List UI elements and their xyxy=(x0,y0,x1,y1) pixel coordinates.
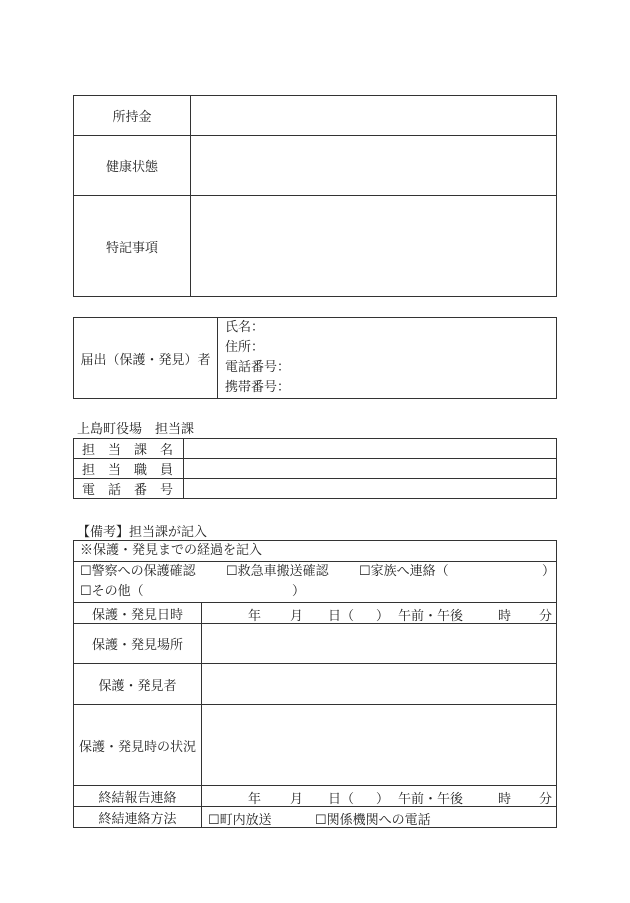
reporter-table xyxy=(73,317,557,399)
department-label: 担 当 課 名 xyxy=(74,439,184,459)
office-caption: 上島町役場 担当課 xyxy=(77,422,195,437)
reporter-mobile: 携帯番号： xyxy=(225,380,291,395)
special-notes-label: 特記事項 xyxy=(74,196,191,297)
reporter-info[interactable] xyxy=(218,318,557,399)
reporter-phone: 電話番号： xyxy=(225,360,291,375)
special-notes-field[interactable] xyxy=(191,196,557,297)
money-field[interactable] xyxy=(191,96,557,136)
health-field[interactable] xyxy=(191,136,557,196)
finder-label: 保護・発見者 xyxy=(74,664,202,705)
money-label: 所持金 xyxy=(74,96,191,136)
method-broadcast[interactable]: ☐町内放送 xyxy=(208,813,272,828)
finder-field[interactable] xyxy=(202,664,557,705)
place-field[interactable] xyxy=(202,624,557,664)
personal-info-table xyxy=(73,95,557,297)
reporter-address: 住所： xyxy=(225,340,265,355)
final-method-field xyxy=(202,807,557,828)
staff-label: 担 当 職 員 xyxy=(74,459,184,479)
situation-field[interactable] xyxy=(202,705,557,786)
check-police[interactable]: ☐警察への保護確認 xyxy=(80,564,196,579)
remarks-caption: 【備考】担当課が記入 xyxy=(77,525,208,540)
check-ambulance[interactable]: ☐救急車搬送確認 xyxy=(226,564,329,579)
final-method-label: 終結連絡方法 xyxy=(74,807,202,828)
phone-label: 電 話 番 号 xyxy=(74,479,184,499)
datetime-label: 保護・発見日時 xyxy=(74,603,202,624)
reporter-label: 届出（保護・発見）者 xyxy=(74,318,218,399)
final-report-label: 終結報告連絡 xyxy=(74,786,202,807)
health-label: 健康状態 xyxy=(74,136,191,196)
office-table xyxy=(73,438,557,499)
staff-field[interactable] xyxy=(184,459,557,479)
department-field[interactable] xyxy=(184,439,557,459)
method-call[interactable]: ☐関係機関への電話 xyxy=(315,813,431,828)
check-other[interactable]: ☐その他（ xyxy=(80,584,144,599)
check-other-close: ） xyxy=(292,584,306,599)
place-label: 保護・発見場所 xyxy=(74,624,202,664)
phone-field[interactable] xyxy=(184,479,557,499)
situation-label: 保護・発見時の状況 xyxy=(74,705,202,786)
check-family[interactable]: ☐家族へ連絡（ xyxy=(359,564,449,579)
final-report-field[interactable]: 年 月 日（ ） 午前・午後 時 分 xyxy=(202,786,557,807)
process-note: ※保護・発見までの経過を記入 xyxy=(80,543,263,558)
checklist-cell xyxy=(74,541,557,603)
check-family-close: ） xyxy=(542,564,556,579)
reporter-name: 氏名： xyxy=(225,320,265,335)
remarks-table xyxy=(73,540,557,828)
datetime-field[interactable]: 年 月 日（ ） 午前・午後 時 分 xyxy=(202,603,557,624)
